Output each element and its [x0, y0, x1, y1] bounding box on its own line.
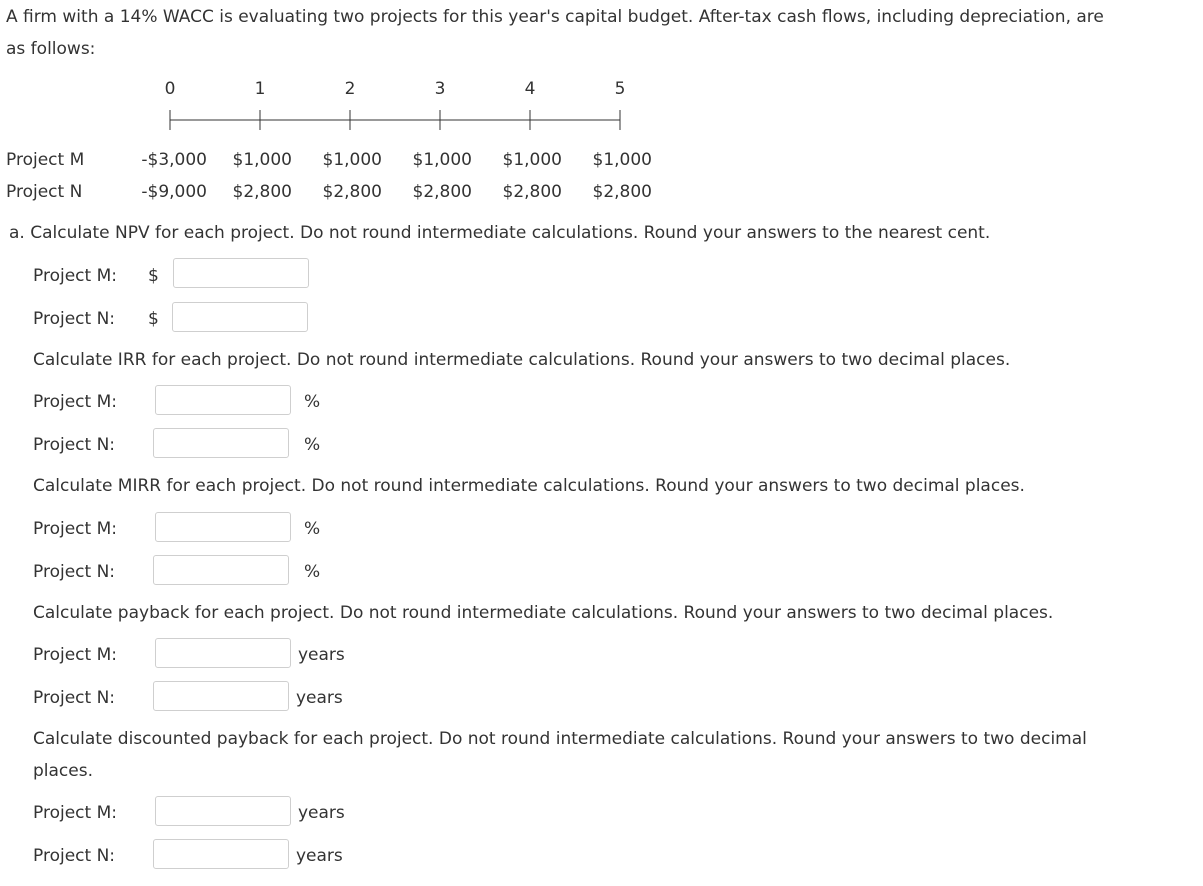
cash-flow-value: $2,800 [592, 182, 652, 202]
cash-flow-value: -$9,000 [141, 182, 207, 202]
currency-symbol: $ [148, 309, 159, 329]
payback-label-project-n: Project N: [33, 688, 116, 708]
discounted-payback-question-line-1: Calculate discounted payback for each project. Do not round intermediate calculations. Round your answers to two decimal [33, 729, 1087, 749]
timeline-axis [0, 100, 700, 140]
cash-flow-value: $2,800 [502, 182, 562, 202]
cash-flow-value: $2,800 [232, 182, 292, 202]
cash-flow-value: $1,000 [502, 150, 562, 170]
project-name: Project M [6, 150, 85, 170]
cash-flow-value: $2,800 [412, 182, 472, 202]
cash-flow-value: $1,000 [232, 150, 292, 170]
payback-label-project-m: Project M: [33, 645, 117, 665]
timeline-period-label: 2 [344, 79, 356, 99]
irr-project-n-input[interactable] [153, 428, 289, 458]
mirr-project-m-input[interactable] [155, 512, 291, 542]
mirr-label-project-n: Project N: [33, 562, 116, 582]
intro-text-line-2: as follows: [6, 39, 96, 59]
cash-flow-row-project-m [0, 149, 700, 171]
irr-label-project-m: Project M: [33, 392, 117, 412]
cash-flow-value: -$3,000 [141, 150, 207, 170]
discounted-payback-label-project-n: Project N: [33, 846, 116, 866]
percent-unit: % [304, 392, 321, 412]
cash-flow-value: $2,800 [322, 182, 382, 202]
discounted-payback-project-m-input[interactable] [155, 796, 291, 826]
npv-label-project-m: Project M: [33, 266, 117, 286]
payback-project-n-input[interactable] [153, 681, 289, 711]
cash-flow-value: $1,000 [322, 150, 382, 170]
mirr-project-n-input[interactable] [153, 555, 289, 585]
percent-unit: % [304, 435, 321, 455]
mirr-question: Calculate MIRR for each project. Do not round intermediate calculations. Round your answers to two decimal places. [33, 476, 1025, 496]
payback-project-m-input[interactable] [155, 638, 291, 668]
percent-unit: % [304, 519, 321, 539]
years-unit: years [298, 645, 345, 665]
project-name: Project N [6, 182, 83, 202]
irr-label-project-n: Project N: [33, 435, 116, 455]
npv-label-project-n: Project N: [33, 309, 116, 329]
npv-question: a. Calculate NPV for each project. Do not round intermediate calculations. Round your answers to the nearest cent. [9, 223, 991, 243]
cash-flow-value: $1,000 [412, 150, 472, 170]
cash-flow-row-project-n [0, 181, 700, 203]
mirr-label-project-m: Project M: [33, 519, 117, 539]
cash-flow-value: $1,000 [592, 150, 652, 170]
years-unit: years [298, 803, 345, 823]
currency-symbol: $ [148, 266, 159, 286]
npv-project-n-input[interactable] [172, 302, 308, 332]
irr-project-m-input[interactable] [155, 385, 291, 415]
timeline-period-label: 3 [434, 79, 446, 99]
intro-text-line-1: A firm with a 14% WACC is evaluating two projects for this year's capital budget. After-tax cash flows, including depreciation, are [6, 7, 1104, 27]
timeline-period-label: 4 [524, 79, 536, 99]
percent-unit: % [304, 562, 321, 582]
discounted-payback-label-project-m: Project M: [33, 803, 117, 823]
payback-question: Calculate payback for each project. Do not round intermediate calculations. Round your answers to two decimal places. [33, 603, 1054, 623]
irr-question: Calculate IRR for each project. Do not round intermediate calculations. Round your answers to two decimal places. [33, 350, 1011, 370]
years-unit: years [296, 846, 343, 866]
discounted-payback-question-line-2: places. [33, 761, 93, 781]
npv-project-m-input[interactable] [173, 258, 309, 288]
timeline-period-label: 1 [254, 79, 266, 99]
years-unit: years [296, 688, 343, 708]
discounted-payback-project-n-input[interactable] [153, 839, 289, 869]
timeline-period-label: 5 [614, 79, 626, 99]
timeline-period-label: 0 [164, 79, 176, 99]
